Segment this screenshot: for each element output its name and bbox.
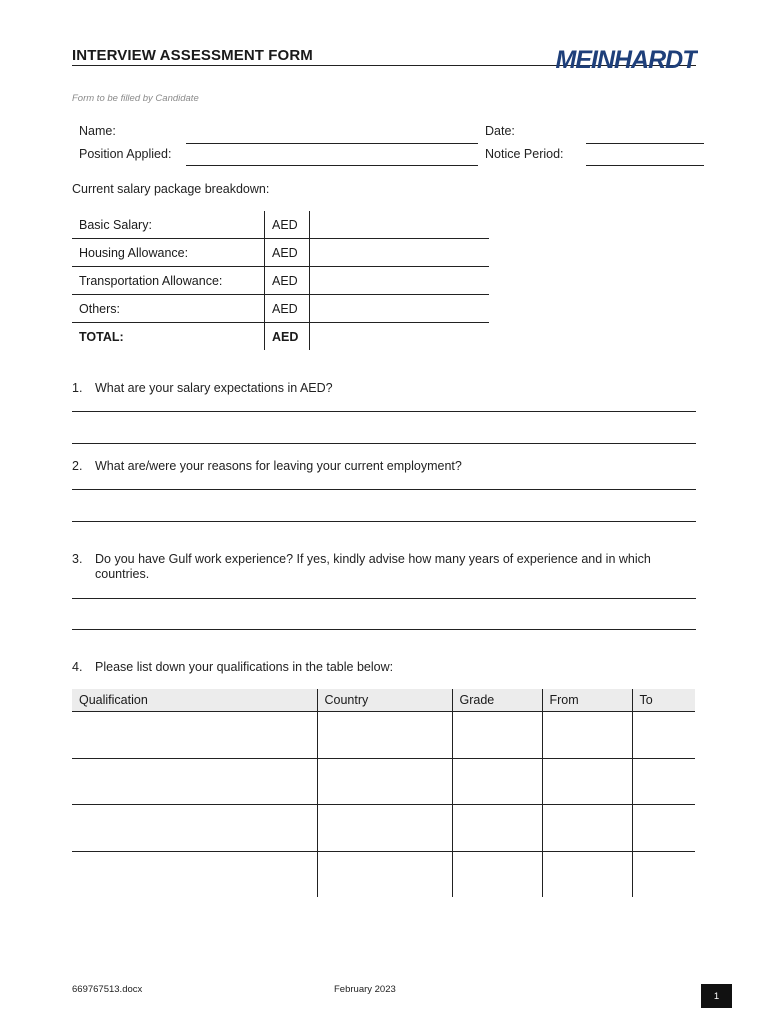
meinhardt-logo xyxy=(554,46,698,72)
table-cell[interactable] xyxy=(542,851,632,897)
question-number: 2. xyxy=(72,459,83,473)
name-field[interactable] xyxy=(186,143,478,144)
column-header-to: To xyxy=(632,689,695,712)
answer-line[interactable] xyxy=(72,489,696,490)
footer-date: February 2023 xyxy=(334,984,396,995)
salary-value-cell[interactable] xyxy=(310,323,490,351)
table-cell[interactable] xyxy=(317,805,452,852)
question-text: What are/were your reasons for leaving your current employment? xyxy=(95,459,462,473)
table-cell[interactable] xyxy=(632,712,695,759)
table-cell[interactable] xyxy=(632,758,695,805)
salary-label: Basic Salary: xyxy=(72,211,265,239)
table-cell[interactable] xyxy=(452,851,542,897)
form-hint: Form to be filled by Candidate xyxy=(72,93,199,104)
notice-label: Notice Period: xyxy=(485,147,564,161)
salary-currency: AED xyxy=(265,295,310,323)
table-row xyxy=(72,267,489,295)
table-row xyxy=(72,851,695,897)
table-row-total xyxy=(72,323,489,351)
form-title: INTERVIEW ASSESSMENT FORM xyxy=(72,47,313,64)
table-row xyxy=(72,211,489,239)
name-label: Name: xyxy=(79,124,116,138)
page-number-badge: 1 xyxy=(701,984,732,1008)
question-number: 1. xyxy=(72,381,83,395)
salary-currency: AED xyxy=(265,211,310,239)
salary-table xyxy=(72,211,489,350)
table-cell[interactable] xyxy=(72,805,317,852)
question-text: Please list down your qualifications in the table below: xyxy=(95,660,394,674)
salary-value-cell[interactable] xyxy=(310,211,490,239)
salary-label: Housing Allowance: xyxy=(72,239,265,267)
notice-field[interactable] xyxy=(586,165,704,166)
table-cell[interactable] xyxy=(542,712,632,759)
column-header-from: From xyxy=(542,689,632,712)
question-number: 4. xyxy=(72,660,83,674)
table-row xyxy=(72,239,489,267)
salary-value-cell[interactable] xyxy=(310,267,490,295)
table-cell[interactable] xyxy=(72,758,317,805)
table-row xyxy=(72,712,695,759)
position-label: Position Applied: xyxy=(79,147,172,161)
column-header-qualification: Qualification xyxy=(72,689,317,712)
table-cell[interactable] xyxy=(452,758,542,805)
salary-currency: AED xyxy=(265,323,310,351)
salary-value-cell[interactable] xyxy=(310,239,490,267)
table-cell[interactable] xyxy=(632,805,695,852)
table-row xyxy=(72,805,695,852)
answer-line[interactable] xyxy=(72,443,696,444)
table-cell[interactable] xyxy=(542,758,632,805)
column-header-country: Country xyxy=(317,689,452,712)
footer-filename: 669767513.docx xyxy=(72,984,143,995)
table-cell[interactable] xyxy=(632,851,695,897)
salary-label: Others: xyxy=(72,295,265,323)
date-field[interactable] xyxy=(586,143,704,144)
answer-line[interactable] xyxy=(72,521,696,522)
qualifications-table xyxy=(72,689,695,897)
salary-label: Transportation Allowance: xyxy=(72,267,265,295)
column-header-grade: Grade xyxy=(452,689,542,712)
svg-text:MEINHARDT: MEINHARDT xyxy=(555,46,697,72)
salary-label: TOTAL: xyxy=(79,329,124,344)
table-cell[interactable] xyxy=(317,851,452,897)
date-label: Date: xyxy=(485,124,515,138)
answer-line[interactable] xyxy=(72,411,696,412)
table-cell[interactable] xyxy=(317,712,452,759)
table-cell[interactable] xyxy=(72,851,317,897)
salary-value-cell[interactable] xyxy=(310,295,490,323)
table-row xyxy=(72,295,489,323)
position-field[interactable] xyxy=(186,165,478,166)
question-text: Do you have Gulf work experience? If yes, kindly advise how many years of experience and in which countries. xyxy=(95,552,651,581)
salary-heading: Current salary package breakdown: xyxy=(72,182,270,196)
question-number: 3. xyxy=(72,552,83,566)
table-header-row xyxy=(72,689,695,712)
salary-currency: AED xyxy=(265,267,310,295)
question-text: What are your salary expectations in AED? xyxy=(95,381,333,395)
table-cell[interactable] xyxy=(72,712,317,759)
table-cell[interactable] xyxy=(452,805,542,852)
answer-line[interactable] xyxy=(72,629,696,630)
answer-line[interactable] xyxy=(72,598,696,599)
table-row xyxy=(72,758,695,805)
table-cell[interactable] xyxy=(542,805,632,852)
salary-currency: AED xyxy=(265,239,310,267)
table-cell[interactable] xyxy=(317,758,452,805)
table-cell[interactable] xyxy=(452,712,542,759)
